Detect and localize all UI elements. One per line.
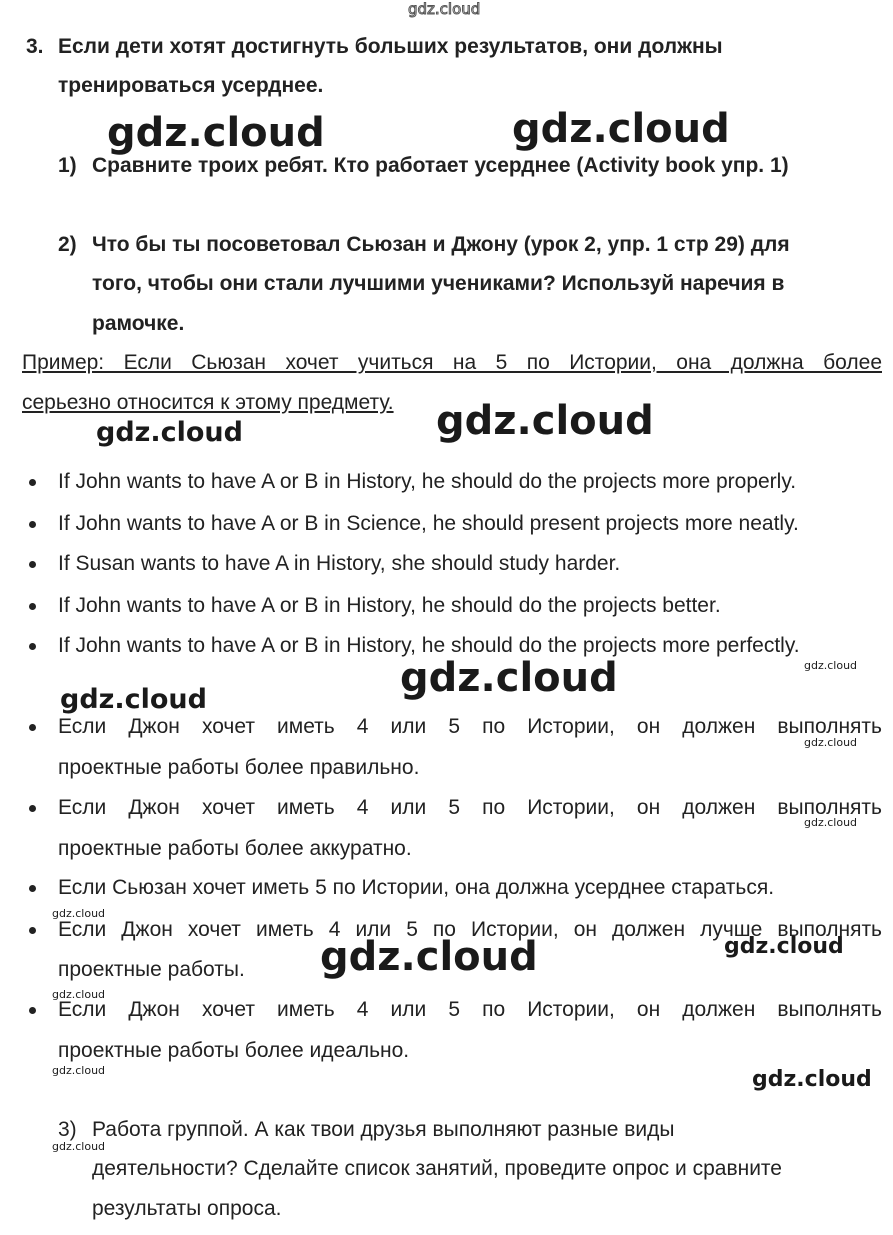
watermark: gdz.cloud — [804, 736, 858, 749]
bullet-dot — [29, 561, 36, 568]
english-item-4: If John wants to have A or B in History, he should do the projects better. — [58, 594, 721, 617]
watermark: gdz.cloud — [804, 816, 858, 829]
bullet-dot — [29, 1007, 36, 1014]
watermark: gdz.cloud — [804, 659, 858, 672]
russian-item-3-line1: Если Сьюзан хочет иметь 5 по Истории, она должна усерднее стараться. — [58, 876, 775, 899]
subtask-2-line3: рамочке. — [92, 312, 185, 335]
watermark: gdz.cloud — [724, 934, 844, 959]
english-item-5: If John wants to have A or B in History, he should do the projects more perfectly. — [58, 634, 800, 657]
watermark: gdz.cloud — [107, 110, 325, 156]
russian-item-5-line1: Если Джон хочет иметь 4 или 5 по Истории, он должен выполнять — [58, 998, 882, 1021]
watermark: gdz.cloud — [320, 934, 538, 980]
subtask-1-text: Сравните троих ребят. Кто работает усерднее (Activity book упр. 1) — [92, 154, 789, 177]
russian-item-1-line2: проектные работы более правильно. — [58, 756, 420, 779]
russian-item-4-line1: Если Джон хочет иметь 4 или 5 по Истории, он должен лучше выполнять — [58, 918, 882, 941]
bullet-dot — [29, 643, 36, 650]
watermark: gdz.cloud — [52, 988, 106, 1001]
russian-item-4-line2: проектные работы. — [58, 958, 245, 981]
subtask-1-number: 1) — [58, 154, 77, 177]
subtask-2-line1: Что бы ты посоветовал Сьюзан и Джону (урок 2, упр. 1 стр 29) для — [92, 233, 790, 256]
watermark: gdz.cloud — [752, 1067, 872, 1092]
russian-item-1-line1: Если Джон хочет иметь 4 или 5 по Истории, он должен выполнять — [58, 715, 882, 738]
watermark: gdz.cloud — [52, 907, 106, 920]
bullet-dot — [29, 885, 36, 892]
bullet-dot — [29, 603, 36, 610]
watermark: gdz.cloud — [400, 655, 618, 701]
bullet-dot — [29, 805, 36, 812]
task-title-line1: Если дети хотят достигнуть больших результатов, они должны — [58, 35, 723, 58]
subtask-3-number: 3) — [58, 1118, 77, 1141]
bullet-dot — [29, 521, 36, 528]
subtask-3-line1: Работа группой. А как твои друзья выполняют разные виды — [92, 1118, 675, 1141]
task-title-line2: тренироваться усерднее. — [58, 74, 324, 97]
russian-item-5-line2: проектные работы более идеально. — [58, 1039, 410, 1062]
subtask-2-line2: того, чтобы они стали лучшими учениками? Используй наречия в — [92, 272, 785, 295]
watermark: gdz.cloud — [52, 1140, 106, 1153]
english-item-2: If John wants to have A or B in Science, he should present projects more neatly. — [58, 512, 799, 535]
watermark: gdz.cloud — [512, 106, 730, 152]
english-item-3: If Susan wants to have A in History, she should study harder. — [58, 552, 621, 575]
english-item-1: If John wants to have A or B in History, he should do the projects more properly. — [58, 470, 797, 493]
watermark-top: gdz.cloud — [408, 0, 481, 18]
watermark: gdz.cloud — [96, 417, 243, 448]
task-number: 3. — [26, 35, 44, 58]
bullet-dot — [29, 479, 36, 486]
watermark: gdz.cloud — [436, 398, 654, 444]
subtask-3-line2: деятельности? Сделайте список занятий, проведите опрос и сравните — [92, 1157, 782, 1180]
watermark: gdz.cloud — [52, 1064, 106, 1077]
russian-item-2-line1: Если Джон хочет иметь 4 или 5 по Истории, он должен выполнять — [58, 796, 882, 819]
bullet-dot — [29, 724, 36, 731]
watermark: gdz.cloud — [60, 684, 207, 715]
subtask-3-line3: результаты опроса. — [92, 1197, 282, 1220]
example-line2: серьезно относится к этому предмету. — [22, 391, 394, 414]
example-line1: Пример: Если Сьюзан хочет учиться на 5 по Истории, она должна более — [22, 351, 882, 374]
russian-item-2-line2: проектные работы более аккуратно. — [58, 837, 412, 860]
bullet-dot — [29, 927, 36, 934]
subtask-2-number: 2) — [58, 233, 77, 256]
